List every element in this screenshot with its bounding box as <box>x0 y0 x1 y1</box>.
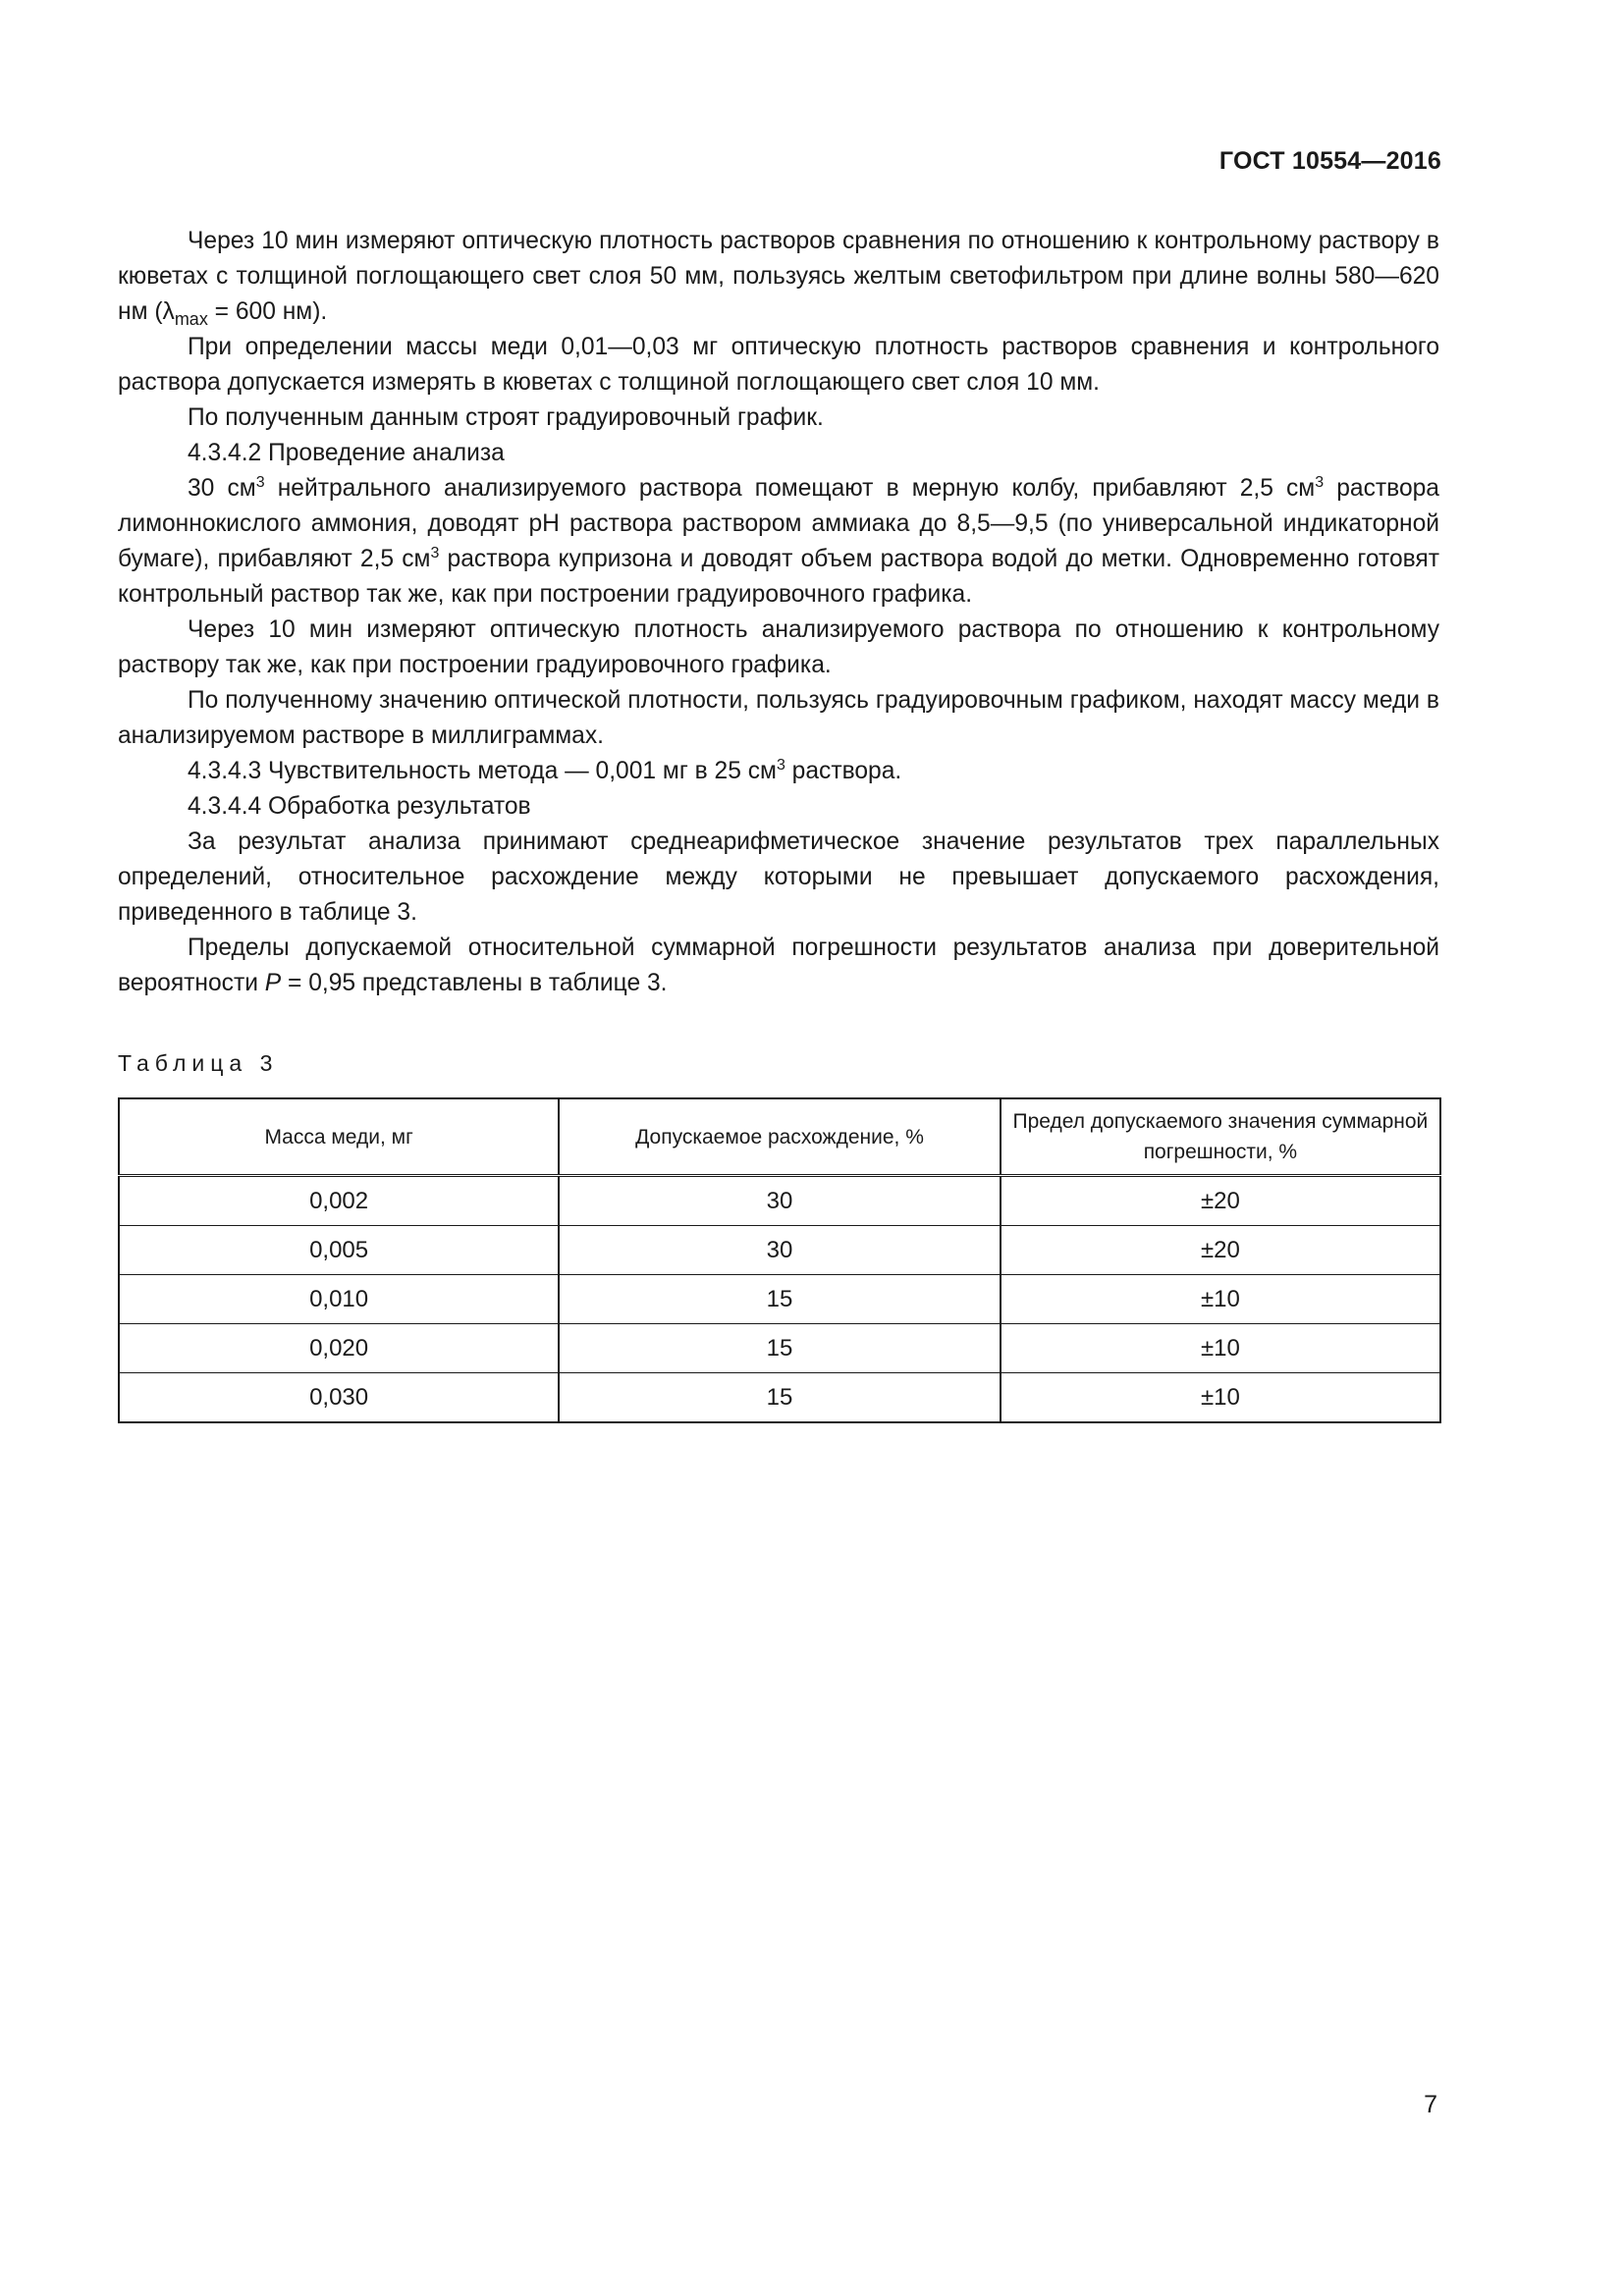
p8-text-a: 4.3.4.3 Чувствительность метода — 0,001 мг в 25 см <box>188 758 777 784</box>
table-row <box>119 1373 1440 1423</box>
cell-mass: 0,030 <box>119 1373 559 1423</box>
table-row <box>119 1324 1440 1373</box>
paragraph-1 <box>118 224 1439 330</box>
section-heading-4-3-4-2: 4.3.4.2 Проведение анализа <box>188 440 505 466</box>
cell-error: ±20 <box>1001 1226 1440 1275</box>
cell-discrepancy: 15 <box>559 1324 1001 1373</box>
cell-discrepancy: 30 <box>559 1176 1001 1226</box>
p5-text-c: раствора лимоннокислого аммония, доводят рН раствора раствором аммиака до 8,5—9,5 (по универсальной индикаторной бумаге), прибавляют 2,5 см <box>118 475 1439 572</box>
table-row <box>119 1176 1440 1226</box>
p5-text-b: нейтрального анализируемого раствора помещают в мерную колбу, прибавляют 2,5 см <box>264 475 1316 502</box>
section-heading-4-3-4-4: 4.3.4.4 Обработка результатов <box>188 793 531 820</box>
paragraph-11 <box>118 931 1439 1001</box>
lambda-max-subscript: max <box>174 308 208 329</box>
cell-discrepancy: 15 <box>559 1275 1001 1324</box>
cell-error: ±10 <box>1001 1324 1440 1373</box>
cell-error: ±10 <box>1001 1275 1440 1324</box>
p5-text-a: 30 см <box>188 475 256 502</box>
cell-mass: 0,002 <box>119 1176 559 1226</box>
p1-text-a: Через 10 мин измеряют оптическую плотность растворов сравнения по отношению к контрольному раствору в кюветах с толщиной поглощающего свет слоя 50 мм, пользуясь желтым светофильтром при длине волны 580—620 нм (λ <box>118 228 1439 325</box>
header-copper-mass: Масса меди, мг <box>119 1098 559 1176</box>
cell-error: ±20 <box>1001 1176 1440 1226</box>
probability-variable: Р <box>264 970 282 996</box>
cm3-superscript: 3 <box>430 544 440 561</box>
paragraph-7: По полученному значению оптической плотности, пользуясь градуировочным графиком, находят массу меди в анализируемом растворе в миллиграммах. <box>118 687 1439 749</box>
table-3 <box>118 1097 1441 1423</box>
cell-mass: 0,020 <box>119 1324 559 1373</box>
paragraph-10: За результат анализа принимают среднеарифметическое значение результатов трех параллельных определений, относительное расхождение между которыми не превышает допускаемого расхождения, приведенного в таблице 3. <box>118 828 1439 926</box>
p8-text-b: раствора. <box>785 758 902 784</box>
cell-mass: 0,005 <box>119 1226 559 1275</box>
cell-mass: 0,010 <box>119 1275 559 1324</box>
p11-text-b: = 0,95 представлены в таблице 3. <box>281 970 668 996</box>
cell-error: ±10 <box>1001 1373 1440 1423</box>
table-row <box>119 1226 1440 1275</box>
header-error-limit: Предел допускаемого значения суммарной погрешности, % <box>1001 1098 1440 1176</box>
paragraph-5 <box>118 471 1439 613</box>
p5-text-d: раствора купризона и доводят объем раствора водой до метки. Одновременно готовят контрольный раствор так же, как при построении градуировочного графика. <box>118 546 1439 608</box>
table-row <box>119 1275 1440 1324</box>
document-body <box>118 224 1439 1001</box>
header-allowed-discrepancy: Допускаемое расхождение, % <box>559 1098 1001 1176</box>
cell-discrepancy: 30 <box>559 1226 1001 1275</box>
table-header-row <box>119 1098 1440 1176</box>
p1-text-b: = 600 нм). <box>207 298 328 325</box>
paragraph-2: При определении массы меди 0,01—0,03 мг оптическую плотность растворов сравнения и контрольного раствора допускается измерять в кюветах с толщиной поглощающего свет слоя 10 мм. <box>118 334 1439 396</box>
paragraph-3: По полученным данным строят градуировочный график. <box>188 404 824 431</box>
cm3-superscript: 3 <box>1315 473 1325 491</box>
cell-discrepancy: 15 <box>559 1373 1001 1423</box>
cm3-superscript: 3 <box>255 473 265 491</box>
p11-text-a: Пределы допускаемой относительной суммарной погрешности результатов анализа при доверительной вероятности <box>118 934 1439 996</box>
page-number: 7 <box>1424 2091 1437 2118</box>
cm3-superscript: 3 <box>776 756 785 774</box>
document-standard-number: ГОСТ 10554—2016 <box>1218 147 1441 175</box>
section-heading-4-3-4-3 <box>118 754 1439 789</box>
paragraph-6: Через 10 мин измеряют оптическую плотность анализируемого раствора по отношению к контрольному раствору так же, как при построении градуировочного графика. <box>118 616 1439 678</box>
table-caption: Таблица 3 <box>118 1050 279 1076</box>
